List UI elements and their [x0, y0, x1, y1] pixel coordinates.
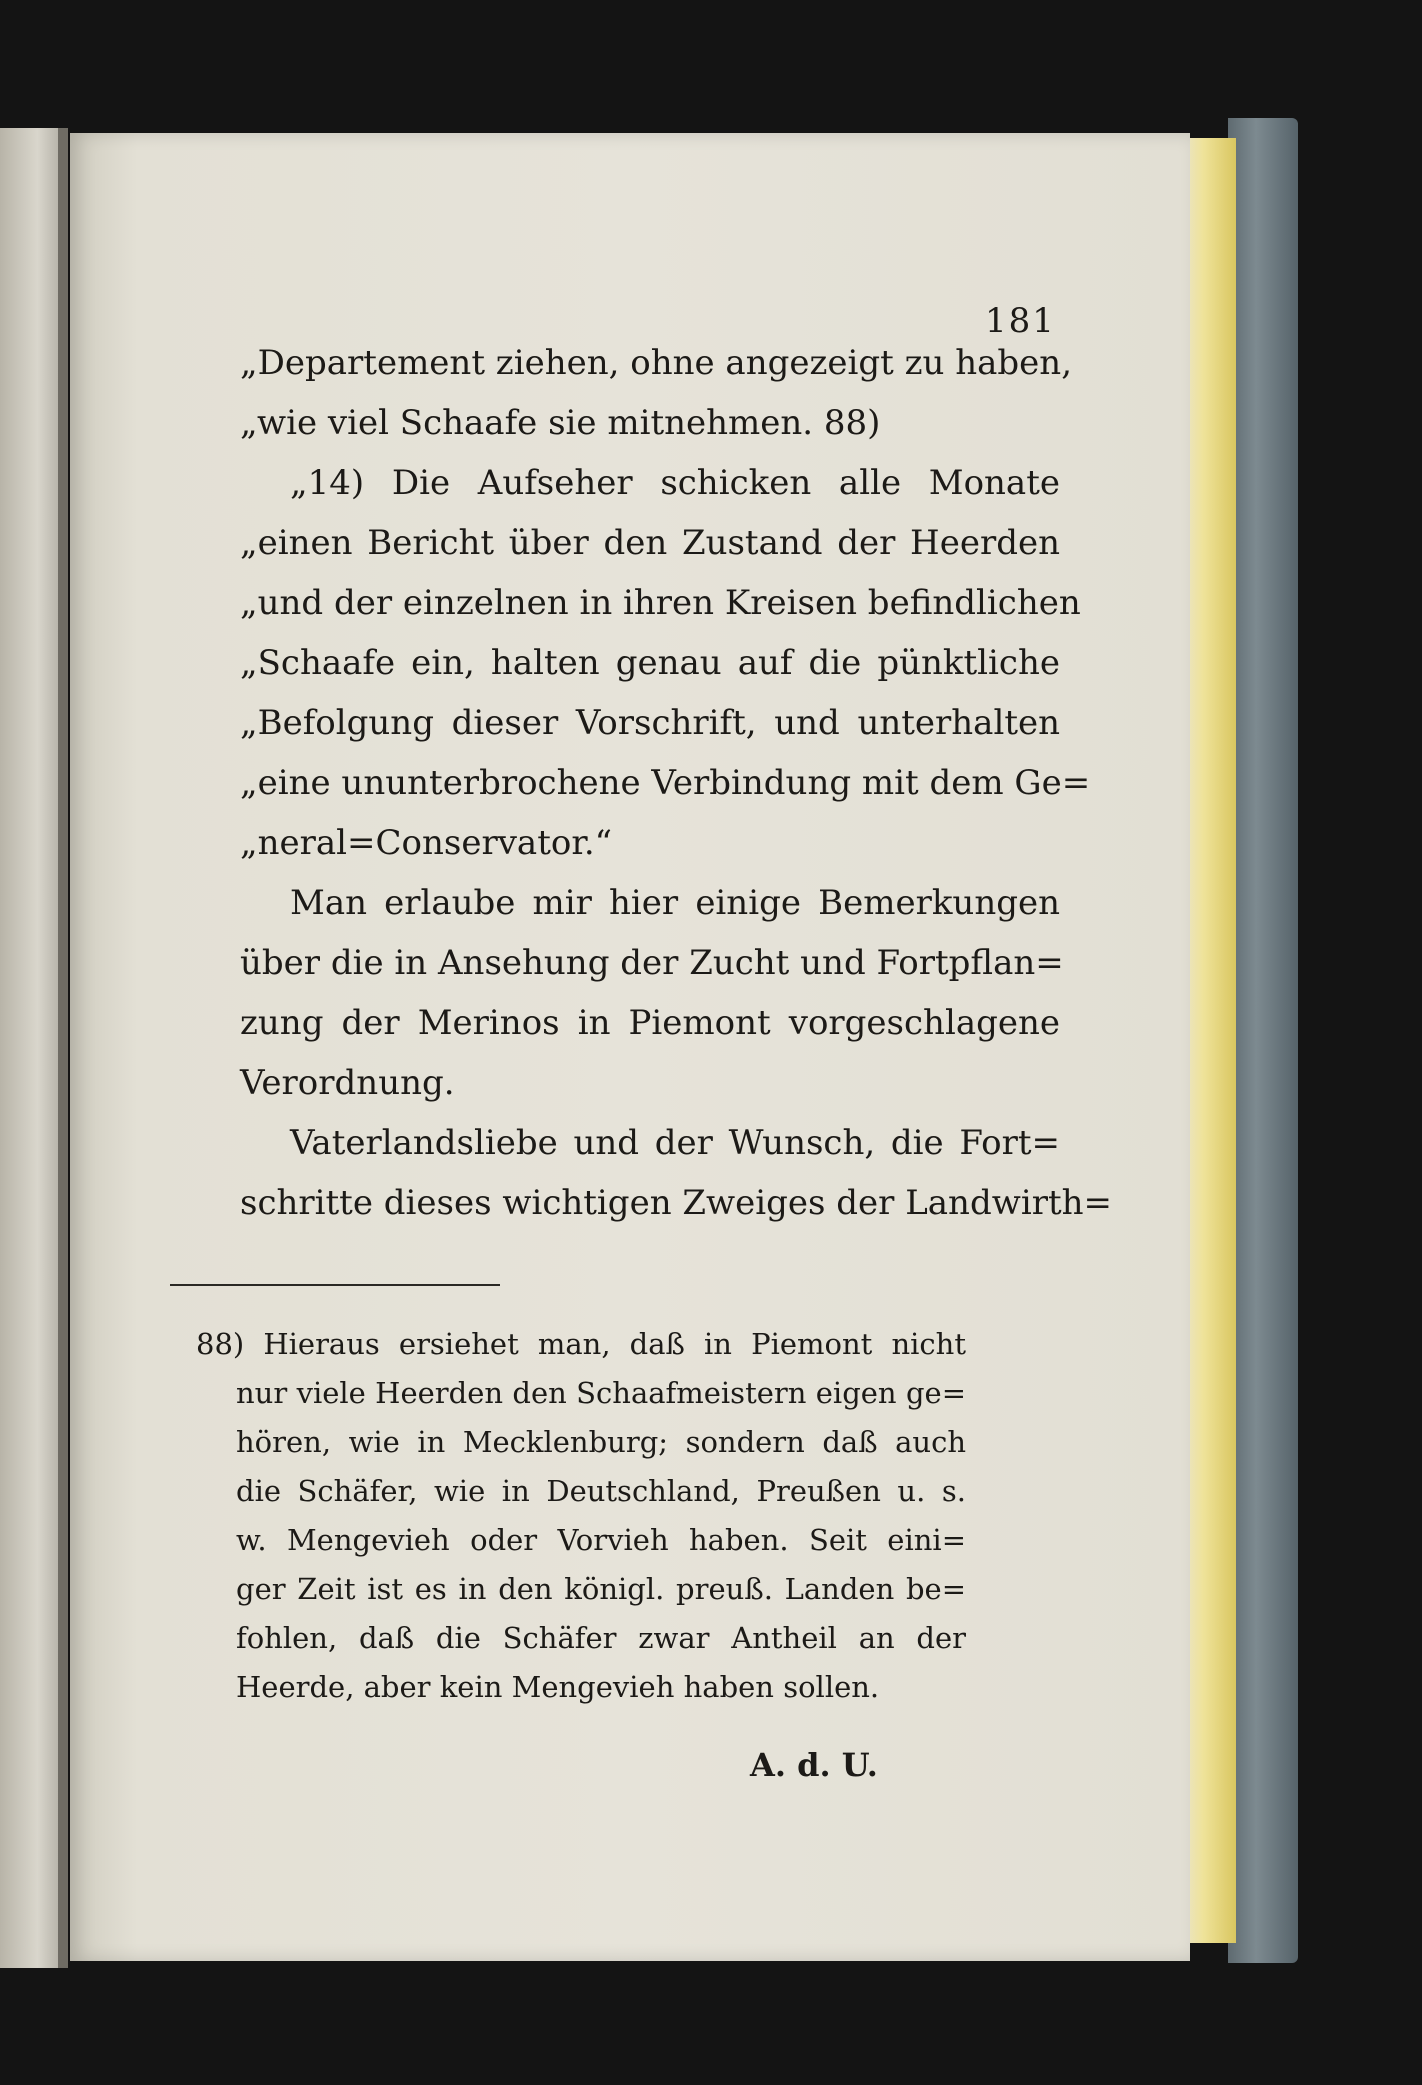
- footnote-line: nur viele Heerden den Schaafmeistern eigen ge=: [236, 1376, 966, 1410]
- body-text: [240, 333, 1112, 1233]
- body-line: „neral=Conservator.“: [240, 823, 613, 863]
- body-line: „14) Die Aufseher schicken alle Monate: [290, 463, 1060, 503]
- body-line: „und der einzelnen in ihren Kreisen befindlichen: [240, 583, 1081, 623]
- body-line: „eine ununterbrochene Verbindung mit dem Ge=: [240, 763, 1091, 803]
- body-line: Man erlaube mir hier einige Bemerkungen: [290, 883, 1060, 923]
- footnote-line: die Schäfer, wie in Deutschland, Preußen u. s.: [236, 1474, 966, 1508]
- footnote-line: w. Mengevieh oder Vorvieh haben. Seit eini=: [236, 1523, 966, 1557]
- body-line: über die in Ansehung der Zucht und Fortpflan=: [240, 943, 1064, 983]
- footnote-line: Heerde, aber kein Mengevieh haben sollen.: [236, 1670, 880, 1704]
- body-line: Vaterlandsliebe und der Wunsch, die Fort=: [290, 1123, 1060, 1163]
- left-page-edge: [0, 128, 68, 1968]
- body-line: zung der Merinos in Piemont vorgeschlagene: [240, 1003, 1060, 1043]
- footnote-line: fohlen, daß die Schäfer zwar Antheil an der: [236, 1621, 966, 1655]
- body-line: „Befolgung dieser Vorschrift, und unterhalten: [240, 703, 1060, 743]
- footnote-separator: [170, 1284, 500, 1286]
- footnote-signature: A. d. U.: [750, 1746, 878, 1784]
- body-line: „Departement ziehen, ohne angezeigt zu haben,: [240, 343, 1073, 383]
- body-line: schritte dieses wichtigen Zweiges der Landwirth=: [240, 1183, 1112, 1223]
- body-line: „wie viel Schaafe sie mitnehmen. 88): [240, 403, 881, 443]
- book-cover-edge: [1228, 118, 1298, 1963]
- body-line: Verordnung.: [240, 1063, 455, 1103]
- body-line: „einen Bericht über den Zustand der Heerden: [240, 523, 1060, 563]
- body-line: „Schaafe ein, halten genau auf die pünktliche: [240, 643, 1060, 683]
- page-number: 181: [985, 301, 1056, 341]
- footnote-line: hören, wie in Mecklenburg; sondern daß auch: [236, 1425, 966, 1459]
- book-gutter: [58, 128, 68, 1968]
- footnote-line: ger Zeit ist es in den königl. preuß. Landen be=: [236, 1572, 966, 1606]
- footnote-line: 88) Hieraus ersiehet man, daß in Piemont nicht: [196, 1327, 966, 1361]
- footnote: [196, 1320, 966, 1712]
